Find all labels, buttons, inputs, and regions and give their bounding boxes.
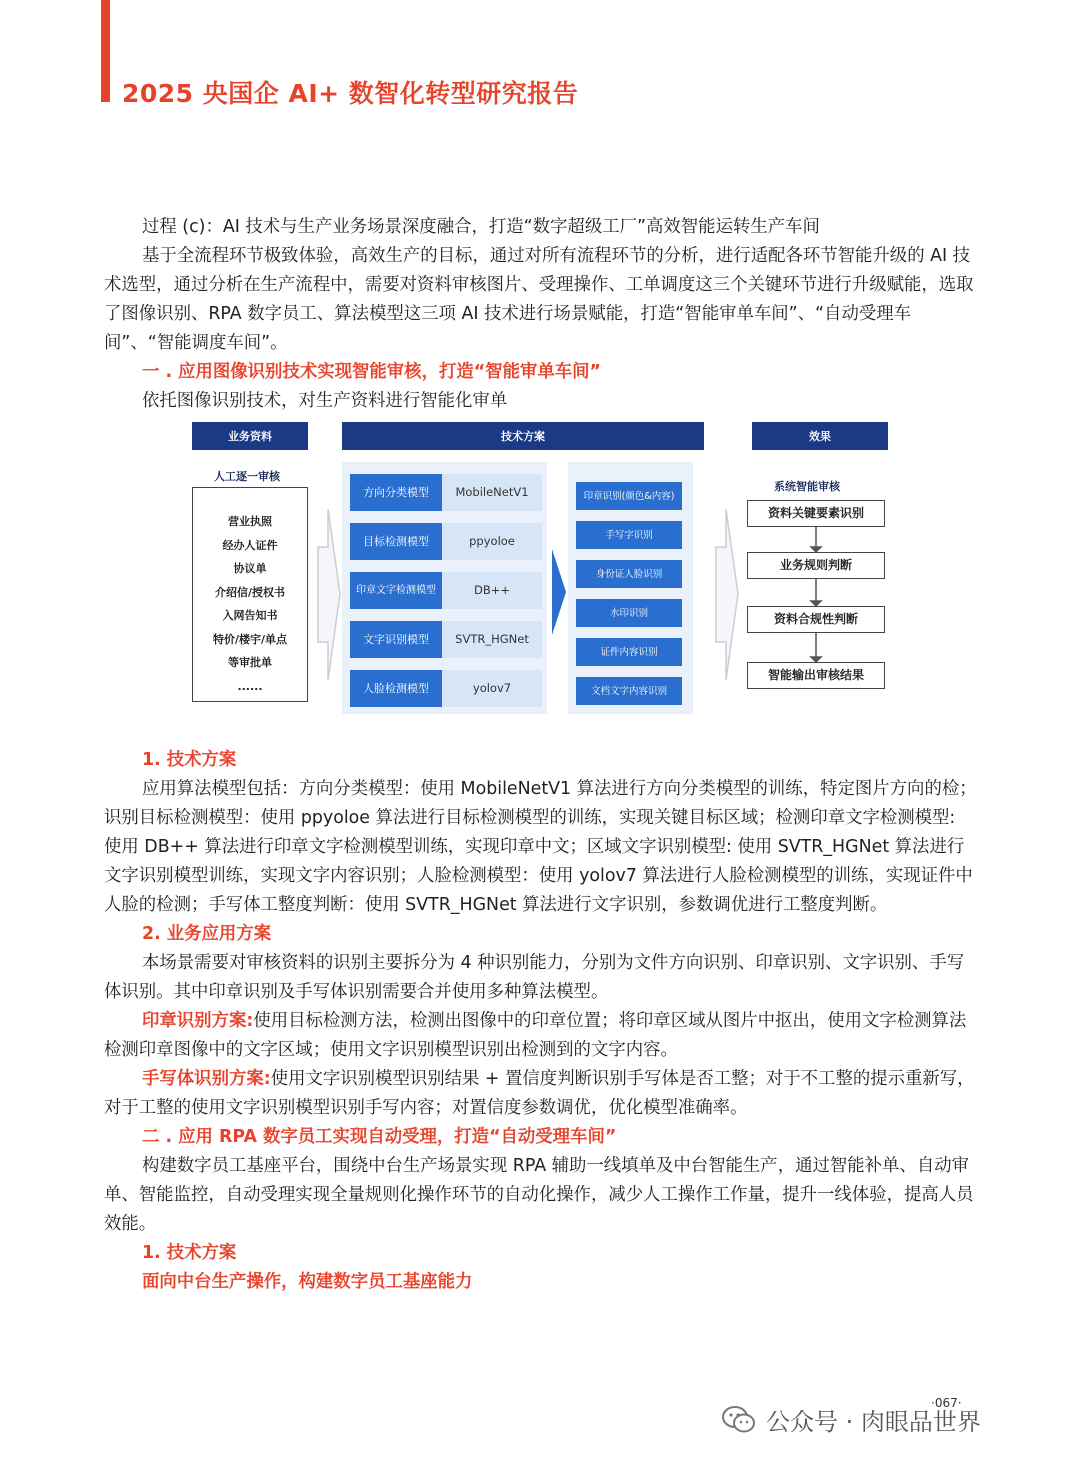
handwriting-paragraph	[104, 1065, 977, 1123]
page-number: ·067·	[931, 1396, 962, 1410]
effect-step: 资料合规性判断	[747, 606, 885, 633]
article-body	[104, 213, 977, 1297]
report-title: 2025 央国企 AI+ 数智化转型研究报告	[122, 79, 579, 108]
function-item: 身份证人脸识别	[576, 560, 682, 588]
doc-item: 介绍信/授权书	[214, 585, 286, 599]
biz-solution-heading: 2. 业务应用方案	[142, 924, 272, 944]
intro-line: 过程 (c)：AI 技术与生产业务场景深度融合，打造“数字超级工厂”高效智能运转生产车间	[142, 217, 820, 237]
seal-recognition-label: 印章识别方案:	[142, 1011, 254, 1031]
section1-subtitle: 依托图像识别技术，对生产资料进行智能化审单	[142, 391, 508, 411]
model-row	[350, 474, 542, 511]
model-name: 人脸检测模型	[350, 670, 442, 707]
model-row	[350, 523, 542, 560]
function-item: 文档文字内容识别	[576, 677, 682, 705]
arrow-right-icon	[550, 547, 568, 637]
model-row	[350, 621, 542, 658]
wechat-footer	[722, 1402, 981, 1437]
col-tech-header: 技术方案	[342, 422, 704, 450]
section2-paragraph: 构建数字员工基座平台，围绕中台生产场景实现 RPA 辅助一线填单及中台智能生产，通过智能补单、自动审单、智能监控，自动受理实现全量规则化操作环节的自动化操作，减少人工操作工作量，提升一线体验，提高人员效能。	[104, 1156, 974, 1234]
model-name: 文字识别模型	[350, 621, 442, 658]
section2-sub-heading-2: 面向中台生产操作，构建数字员工基座能力	[142, 1272, 473, 1292]
model-algo: MobileNetV1	[442, 474, 542, 511]
business-doc-list	[192, 487, 308, 702]
model-name: 方向分类模型	[350, 474, 442, 511]
section1-heading: 一 . 应用图像识别技术实现智能审核，打造“智能审单车间”	[142, 362, 601, 382]
col-effect-header: 效果	[752, 422, 888, 450]
model-algo: ppyoloe	[442, 523, 542, 560]
seal-recognition-paragraph	[104, 1007, 977, 1065]
function-item: 手写字识别	[576, 521, 682, 549]
arrow-right-icon	[714, 507, 740, 682]
effect-step: 业务规则判断	[747, 552, 885, 579]
function-item: 印章识别(颜色&内容)	[576, 482, 682, 510]
doc-item: 经办人证件	[222, 538, 278, 552]
col-business-header: 业务资料	[192, 422, 308, 450]
effect-step: 智能输出审核结果	[747, 662, 885, 689]
arrow-right-icon	[316, 507, 342, 682]
doc-item: 营业执照	[228, 515, 272, 528]
section2-sub-heading: 1. 技术方案	[142, 1243, 237, 1263]
col-business-sublabel: 人工逐一审核	[214, 470, 280, 483]
wechat-icon	[722, 1405, 756, 1435]
image-recognition-diagram	[192, 422, 912, 740]
function-item: 证件内容识别	[576, 638, 682, 666]
biz-solution-paragraph: 本场景需要对审核资料的识别主要拆分为 4 种识别能力，分别为文件方向识别、印章识别、文字识别、手写体识别。其中印章识别及手写体识别需要合并使用多种算法模型。	[104, 953, 965, 1002]
model-row	[350, 670, 542, 707]
col-effect-sublabel: 系统智能审核	[774, 480, 840, 493]
handwriting-label: 手写体识别方案:	[142, 1069, 271, 1089]
model-algo: yolov7	[442, 670, 542, 707]
handwriting-text: 使用文字识别模型识别结果 + 置信度判断识别手写体是否工整；对于不工整的提示重新写，对于工整的使用文字识别模型识别手写内容；对置信度参数调优，优化模型准确率。	[104, 1069, 975, 1118]
doc-item: 协议单	[233, 562, 267, 575]
doc-item: 等审批单	[228, 656, 272, 669]
function-item: 水印识别	[576, 599, 682, 627]
header-accent-bar	[101, 0, 110, 102]
intro-paragraph: 基于全流程环节极致体验，高效生产的目标，通过对所有流程环节的分析，进行适配各环节智能升级的 AI 技术选型，通过分析在生产流程中，需要对资料审核图片、受理操作、工单调度这三个关键环节进行升级赋能，选取了图像识别、RPA 数字员工、算法模型这三项 AI 技术进行场景赋能，打造“智能审单车间”、“自动受理车间”、“智能调度车间”。	[104, 246, 974, 353]
model-name: 目标检测模型	[350, 523, 442, 560]
flow-arrows	[809, 527, 823, 663]
seal-recognition-text: 使用目标检测方法，检测出图像中的印章位置；将印章区域从图片中抠出，使用文字检测算法检测印章图像中的文字区域；使用文字识别模型识别出检测到的文字内容。	[104, 1011, 967, 1060]
section2-heading: 二 . 应用 RPA 数字员工实现自动受理，打造“自动受理车间”	[142, 1127, 617, 1147]
doc-item: 入网告知书	[222, 609, 278, 622]
model-name: 印章文字检测模型	[350, 572, 442, 609]
tech-solution-paragraph: 应用算法模型包括：方向分类模型：使用 MobileNetV1 算法进行方向分类模型的训练，特定图片方向的检；识别目标检测模型：使用 ppyoloe 算法进行目标检测模型的训练，实现关键目标区域；检测印章文字检测模型: 使用 DB++ 算法进行印章文字检测模型训练，实现印章中文；区域文字识别模型: 使用 SVTR_HGNet 算法进行文字识别模型训练，实现文字内容识别；人脸检测模型：使用 yolov7 算法进行人脸检测模型的训练，实现证件中人脸的检测；手写体工整度判断：使用 SVTR_HGNet 算法进行文字识别，参数调优进行工整度判断。	[104, 779, 977, 915]
model-row	[350, 572, 542, 609]
doc-item: ......	[237, 679, 263, 693]
doc-item: 特价/楼宇/单点	[212, 632, 288, 646]
model-algo: SVTR_HGNet	[442, 621, 542, 658]
footer-text: 公众号 · 肉眼品世界	[766, 1408, 981, 1436]
model-algo: DB++	[442, 572, 542, 609]
effect-step: 资料关键要素识别	[747, 500, 885, 527]
tech-solution-heading: 1. 技术方案	[142, 750, 237, 770]
